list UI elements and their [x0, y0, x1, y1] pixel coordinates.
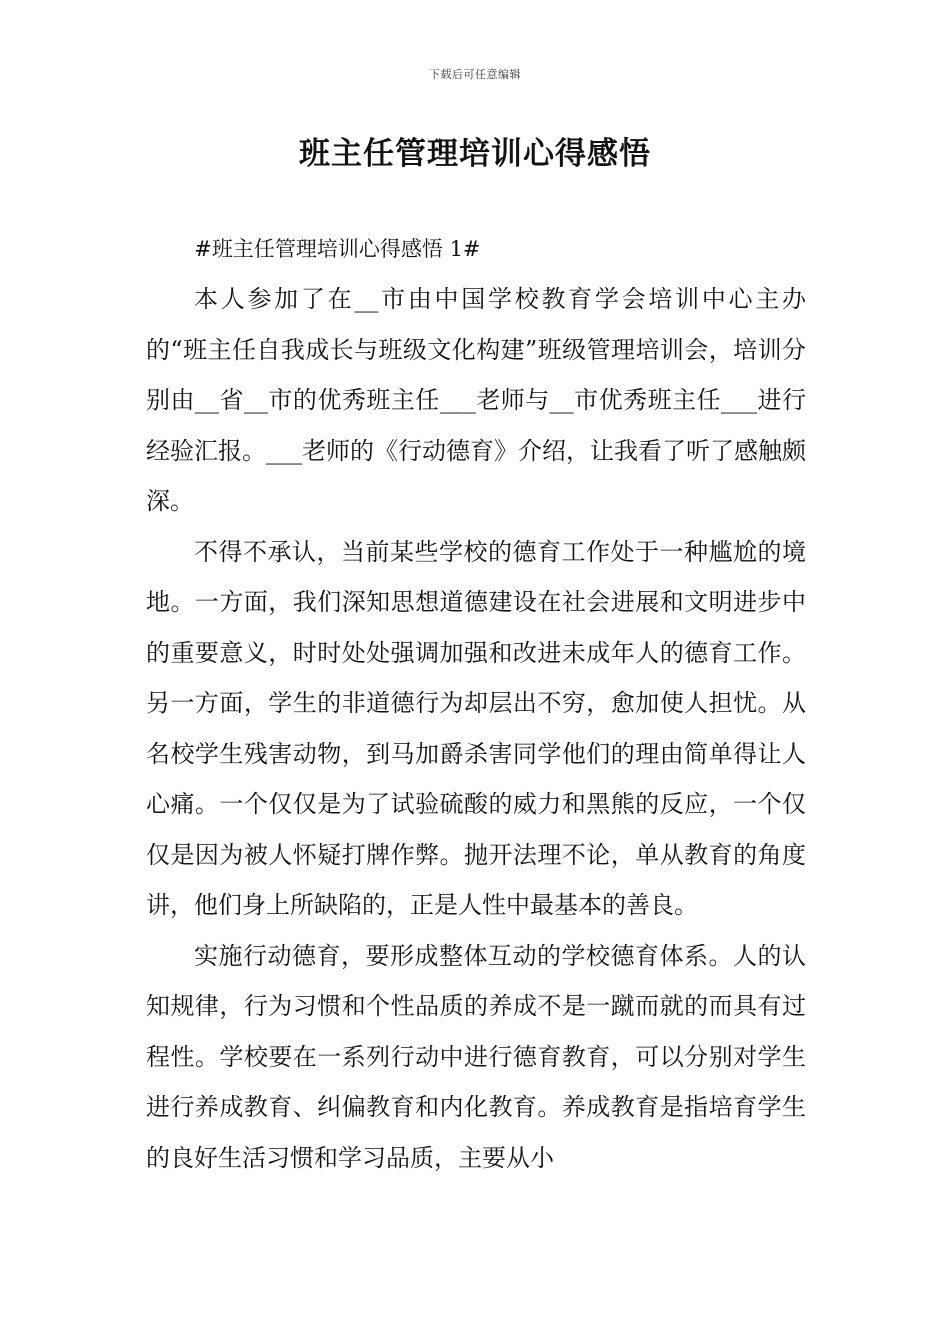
- section-subheading: #班主任管理培训心得感悟 1#: [194, 237, 481, 261]
- document-title: 班主任管理培训心得感悟: [299, 136, 651, 172]
- paragraph-1: 本人参加了在__市由中国学校教育学会培训中心主办的“班主任自我成长与班级文化构建”班级管理培训会，培训分别由__省__市的优秀班主任___老师与__市优秀班主任___进行经验汇报。___老师的《行动德育》介绍，让我看了听了感触颇深。: [146, 285, 806, 515]
- header-note: 下载后可任意编辑: [429, 68, 521, 81]
- document-body: [146, 226, 806, 1183]
- paragraph-3: 实施行动德育，要形成整体互动的学校德育体系。人的认知规律，行为习惯和个性品质的养成不是一蹴而就的而具有过程性。学校要在一系列行动中进行德育教育，可以分别对学生进行养成教育、纠偏教育和内化教育。养成教育是指培育学生的良好生活习惯和学习品质，主要从小: [146, 941, 806, 1172]
- paragraph-2: 不得不承认，当前某些学校的德育工作处于一种尴尬的境地。一方面，我们深知思想道德建设在社会进展和文明进步中的重要意义，时时处处强调加强和改进未成年人的德育工作。另一方面，学生的非道德行为却层出不穷，愈加使人担忧。从名校学生残害动物，到马加爵杀害同学他们的理由简单得让人心痛。一个仅仅是为了试验硫酸的威力和黑熊的反应，一个仅仅是因为被人怀疑打牌作弊。抛开法理不论，单从教育的角度讲，他们身上所缺陷的，正是人性中最基本的善良。: [146, 537, 806, 919]
